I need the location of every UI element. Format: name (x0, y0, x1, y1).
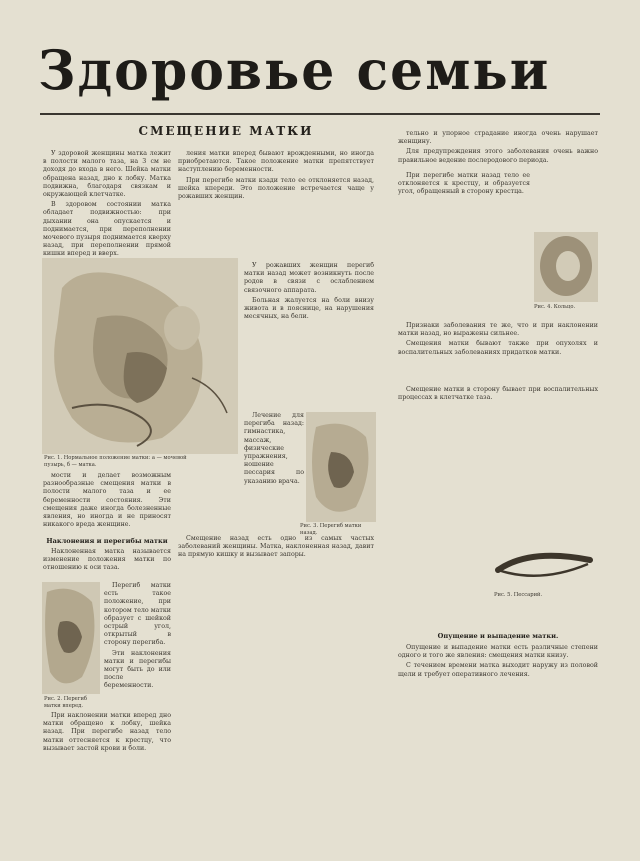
figure-3-caption: Рис. 3. Перегиб матки назад. (300, 523, 362, 536)
column-3-signs (398, 322, 598, 382)
column-1-bends-side (104, 582, 171, 694)
paragraph: Для предупреждения этого заболевания очень важно правильное ведение послеродового периода. (398, 148, 598, 164)
paragraph: У рожавших женщин перегиб матки назад может возникнуть после родов в связи с ослаблением связочного аппарата. (244, 262, 374, 294)
column-3-nose (398, 172, 530, 316)
figure-2-caption: Рис. 2. Перегиб матки вперед. (44, 696, 88, 709)
paragraph: С течением времени матка выходит наружу из половой щели и требует оперативного лечения. (398, 662, 598, 678)
subheading-bends: Наклонения и перегибы матки (46, 537, 168, 545)
column-3-top (398, 130, 598, 170)
column-2-treat (244, 412, 304, 522)
figure-4-caption: Рис. 4. Кольцо. (534, 304, 576, 310)
masthead-rule (40, 113, 600, 115)
paragraph: Признаки заболевания те же, что и при наклонении матки назад, но выражены сильнее. (398, 322, 598, 338)
ring-illustration (534, 232, 598, 302)
paragraph: Смещение назад есть одно из самых частых заболеваний женщины. Матка, наклоненная назад, давит на прямую кишку и вызывает запоры. (178, 535, 374, 559)
figure-1 (42, 258, 238, 454)
paragraph: У здоровой женщины матка лежит в полости малого таза, на 3 см не доходя до входа в него. Шейка матки обращена назад, дно к лобку. Матка подвижна, благодаря связкам и окружающей клетчатке. (43, 150, 171, 199)
anatomy-illustration (42, 258, 238, 454)
paragraph: Смещения матки бывают также при опухолях и воспалительных заболеваниях придатков матки. (398, 340, 598, 356)
column-2-top (178, 150, 374, 258)
paragraph: Эти наклонения матки и перегибы могут быть до или после беременности. (104, 649, 171, 690)
column-3-kinds (398, 386, 598, 546)
pessary-illustration (490, 540, 598, 590)
figure-5 (490, 540, 598, 590)
article-title: СМЕЩЕНИЕ МАТКИ (138, 124, 314, 138)
paragraph: При перегибе матки кзади тело ее отклоняется назад, шейка кпереди. Это положение встречается чаще у рожавших женщин. (178, 176, 374, 201)
paragraph: Наклоненная матка называется изменение положения матки по отношению к оси таза. (43, 548, 171, 572)
column-2-bottom (178, 535, 374, 808)
bend-forward-illustration (42, 582, 100, 694)
paragraph: Смещение матки в сторону бывает при воспалительных процессах в клетчатке таза. (398, 386, 598, 402)
figure-5-caption: Рис. 5. Пессарий. (494, 592, 543, 598)
paragraph: Перегиб матки есть такое положение, при котором тело матки образует с шейкой острый угол, открытый в сторону перегиба. (104, 582, 171, 647)
figure-3 (306, 412, 376, 522)
column-2-upper (244, 262, 374, 408)
paragraph: тельно и упорное страдание иногда очень нарушает женщину. (398, 130, 598, 146)
subheading-prolapse: Опущение и выпадение матки. (437, 632, 559, 640)
column-1-bends (43, 548, 171, 580)
paragraph: ления матки вперед бывают врожденными, но иногда приобретаются. Такое положение матки препятствует наступлению беременности. (178, 150, 374, 174)
paragraph: При перегибе матки назад тело ее отклоняется к крестцу, и образуется угол, обращенный в сторону крестца. (398, 172, 530, 196)
figure-1-caption: Рис. 1. Нормальное положение матки: а — мочевой пузырь, б — матка. (44, 455, 187, 468)
paragraph: Лечение для перегиба назад: гимнастика, массаж, физические упражнения, ношение пессария по указанию врача. (244, 412, 304, 485)
column-1-bottom (43, 712, 171, 808)
bend-back-illustration (306, 412, 376, 522)
column-1-top (43, 150, 171, 258)
column-3-bottom (398, 644, 598, 808)
paragraph: мости и делает возможным разнообразные смещения матки в полости малого таза и ее беременности состояния. Эти смещения даже иногда болезненные явления, но иногда и не приносят никакого вреда женщине. (43, 472, 171, 529)
paragraph: В здоровом состоянии матка обладает подвижностью: при дыхании она опускается и поднимается, при переполнении мочевого пузыря поднимается кверху назад, при переполнении прямой кишки вперед и вверх. (43, 201, 171, 258)
paragraph: Больная жалуется на боли внизу живота и в пояснице, на нарушения месячных, на бели. (244, 296, 374, 321)
paragraph: Опущение и выпадение матки есть различные степени одного и того же явления: смещения матки книзу. (398, 644, 598, 660)
figure-4 (534, 232, 598, 302)
figure-2 (42, 582, 100, 694)
masthead-title: Здоровье семьи (38, 38, 551, 103)
column-1-mid (43, 472, 171, 532)
paragraph: При наклонении матки вперед дно матки обращено к лобку, шейка назад. При перегибе назад тело матки оттесняется к крестцу, что вызывает застой крови и боли. (43, 712, 171, 752)
